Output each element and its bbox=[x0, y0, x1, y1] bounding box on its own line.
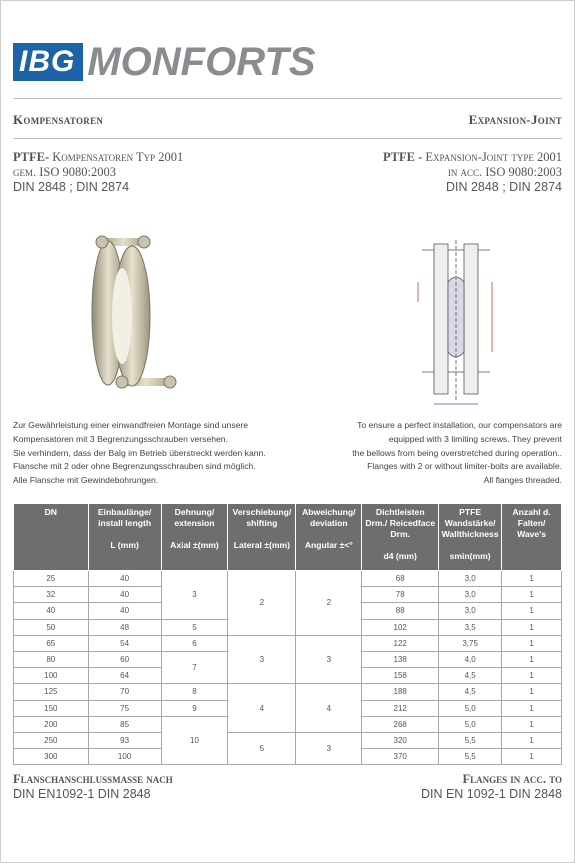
logo-box: IBG bbox=[13, 43, 83, 81]
col-header-angular: Abweichung/ deviation Angular ±<° bbox=[296, 504, 362, 571]
table-row: 125 70 8 4 4 188 4,5 1 bbox=[14, 684, 562, 700]
table-row: 40 40 88 3,0 1 bbox=[14, 603, 562, 619]
col-header-wall: PTFE Wandstärke/ Wallthickness smin(mm) bbox=[439, 504, 502, 571]
footer-left: Flanschanschlussmaße nach DIN EN1092-1 DIN 2848 bbox=[13, 772, 173, 801]
description-right: To ensure a perfect installation, our compensators are equipped with 3 limiting screws. They prevent the bellows from being overstretched during operation.. Flanges with 2 or without limiter-bolts are available. All flanges threaded. bbox=[352, 420, 562, 486]
col-header-axial: Dehnung/ extension Axial ±(mm) bbox=[161, 504, 228, 571]
divider bbox=[13, 138, 562, 139]
title-right: PTFE - Expansion-Joint type 2001 in acc. ISO 9080:2003 DIN 2848 ; DIN 2874 bbox=[383, 150, 562, 194]
table-row: 50 48 5 102 3,5 1 bbox=[14, 619, 562, 635]
footer-right: Flanges in acc. to DIN EN 1092-1 DIN 2848 bbox=[420, 772, 562, 801]
col-header-waves: Anzahl d. Falten/ Wave's bbox=[502, 504, 562, 571]
table-row: 150 75 9 212 5,0 1 bbox=[14, 700, 562, 716]
description-left: Zur Gewährleistung einer einwandfreien Montage sind unsere Kompensatoren mit 3 Begrenzungsschrauben versehen. Sie verhindern, dass der Balg im Betrieb überstreckt werden kann. Flansche mit 2 oder ohne Begrenzungsschrauben sind möglich. Alle Flansche mit Gewindebohrungen. bbox=[13, 420, 266, 486]
header-right: Expansion-Joint bbox=[468, 112, 562, 127]
company-logo bbox=[13, 42, 316, 82]
header-left: Kompensatoren bbox=[13, 112, 104, 127]
col-header-d4: Dichtleisten Drm./ Reicedface Drm. d4 (mm) bbox=[362, 504, 439, 571]
table-row: 250 93 5 3 320 5,5 1 bbox=[14, 732, 562, 748]
col-header-lateral: Verschiebung/ shifting Lateral ±(mm) bbox=[228, 504, 296, 571]
col-header-length: Einbaulänge/ install length L (mm) bbox=[88, 504, 161, 571]
table-row: 25 40 3 2 2 68 3,0 1 bbox=[14, 571, 562, 587]
technical-drawing bbox=[412, 232, 500, 410]
table-row: 65 54 6 3 3 122 3,75 1 bbox=[14, 635, 562, 651]
specification-table bbox=[13, 503, 562, 765]
table-row: 32 40 78 3,0 1 bbox=[14, 587, 562, 603]
logo-text: MONFORTS bbox=[87, 40, 316, 84]
title-left: PTFE- Kompensatoren Typ 2001 gem. ISO 9080:2003 DIN 2848 ; DIN 2874 bbox=[13, 150, 184, 194]
table-row: 200 85 10 268 5,0 1 bbox=[14, 716, 562, 732]
col-header-dn: DN bbox=[14, 504, 89, 571]
table-row: 80 60 7 138 4,0 1 bbox=[14, 651, 562, 667]
table-row: 300 100 370 5,5 1 bbox=[14, 749, 562, 765]
table-row: 100 64 158 4,5 1 bbox=[14, 668, 562, 684]
divider bbox=[13, 98, 562, 99]
product-photo bbox=[80, 228, 185, 403]
